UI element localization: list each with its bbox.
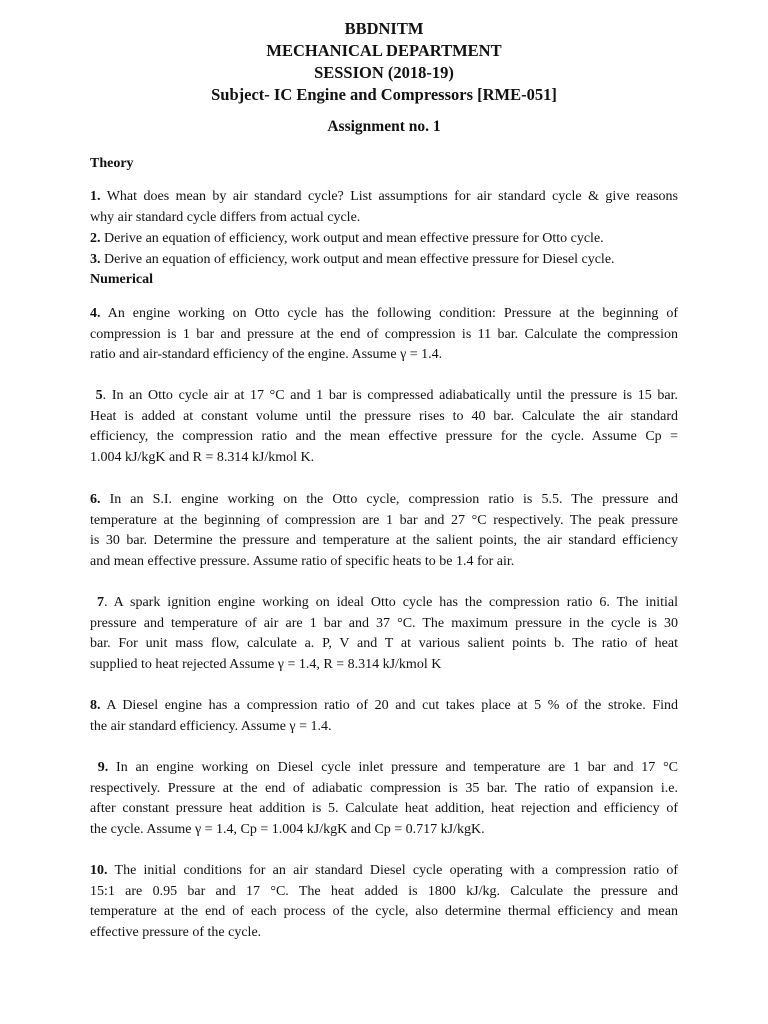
question-line: compression is 1 bar and pressure at the end of compression is 11 bar. Calculate the compression xyxy=(90,326,678,342)
question-line: Derive an equation of efficiency, work output and mean effective pressure for Otto cycle. xyxy=(104,231,604,246)
question-line: The initial conditions for an air standard Diesel cycle operating with a compression ratio of xyxy=(114,863,679,878)
question-9 xyxy=(90,758,678,841)
question-number: 2. xyxy=(90,231,101,246)
question-number: 10. xyxy=(90,863,108,878)
question-line: and mean effective pressure. Assume ratio of specific heats to be 1.4 for air. xyxy=(90,554,515,570)
question-line: the cycle. Assume γ = 1.4, Cp = 1.004 kJ/kgK and Cp = 0.717 kJ/kgK. xyxy=(90,822,485,838)
assignment-title: Assignment no. 1 xyxy=(327,118,441,135)
question-line: supplied to heat rejected Assume γ = 1.4, R = 8.314 kJ/kmol K xyxy=(90,657,442,673)
question-line: bar. For unit mass flow, calculate a. P, V and T at various salient points b. The ratio of heat xyxy=(90,636,678,652)
theory-heading: Theory xyxy=(90,156,134,171)
question-line: the air standard efficiency. Assume γ = 1.4. xyxy=(90,718,332,734)
question-number: 7 xyxy=(96,595,104,610)
question-line: pressure and temperature of air are 1 bar and 37 °C. The maximum pressure in the cycle is 30 xyxy=(90,615,678,631)
document-header xyxy=(0,18,768,106)
question-line: . In an Otto cycle air at 17 °C and 1 bar is compressed adiabatically until the pressure is 15 bar. xyxy=(102,388,679,403)
question-line: ratio and air-standard efficiency of the engine. Assume γ = 1.4. xyxy=(90,347,443,363)
question-line: efficiency, the compression ratio and the mean effective pressure for the cycle. Assume Cp = xyxy=(90,429,678,445)
question-8 xyxy=(90,696,678,737)
department-name: MECHANICAL DEPARTMENT xyxy=(266,41,502,60)
numerical-heading: Numerical xyxy=(90,272,153,287)
question-line: why air standard cycle differs from actual cycle. xyxy=(90,209,361,225)
question-10 xyxy=(90,861,678,944)
question-7 xyxy=(90,593,678,676)
question-2 xyxy=(90,229,678,250)
question-1 xyxy=(90,187,678,228)
question-line: In an engine working on Diesel cycle inlet pressure and temperature are 1 bar and 17 °C xyxy=(116,760,679,775)
question-line: respectively. Pressure at the end of adiabatic compression is 35 bar. The ratio of expansion i.e. xyxy=(90,780,678,796)
question-line: . A spark ignition engine working on ideal Otto cycle has the compression ratio 6. The initial xyxy=(103,595,679,610)
question-4 xyxy=(90,304,678,366)
question-5 xyxy=(90,386,678,469)
question-number: 4. xyxy=(90,306,101,321)
question-number: 1. xyxy=(90,189,101,204)
question-line: What does mean by air standard cycle? List assumptions for air standard cycle & give reasons xyxy=(106,189,678,204)
question-6 xyxy=(90,490,678,573)
question-line: A Diesel engine has a compression ratio of 20 and cut takes place at 5 % of the stroke. Find xyxy=(106,698,679,713)
question-line: Derive an equation of efficiency, work output and mean effective pressure for Diesel cycle. xyxy=(104,252,615,267)
question-number: 8. xyxy=(90,698,101,713)
question-line: 1.004 kJ/kgK and R = 8.314 kJ/kmol K. xyxy=(90,450,315,466)
question-line: In an S.I. engine working on the Otto cycle, compression ratio is 5.5. The pressure and xyxy=(109,492,679,507)
institute-name: BBDNITM xyxy=(344,19,424,38)
question-number: 5 xyxy=(95,388,103,403)
question-line: after constant pressure heat addition is 5. Calculate heat addition, heat rejection and efficiency of xyxy=(90,801,678,817)
question-number: 6. xyxy=(90,492,101,507)
subject-title: Subject- IC Engine and Compressors [RME-051] xyxy=(211,85,557,104)
question-line: An engine working on Otto cycle has the following condition: Pressure at the beginning of xyxy=(107,306,678,321)
question-line: Heat is added at constant volume until the pressure rises to 40 bar. Calculate the air standard xyxy=(90,408,678,424)
question-3 xyxy=(90,250,678,271)
question-number: 9. xyxy=(97,760,109,775)
question-line: is 30 bar. Determine the pressure and temperature at the salient points, the air standard efficiency xyxy=(90,533,678,549)
question-line: temperature at the end of each process of the cycle, also determine thermal efficiency and mean xyxy=(90,904,678,920)
session-label: SESSION (2018-19) xyxy=(314,63,454,82)
question-number: 3. xyxy=(90,252,101,267)
question-line: effective pressure of the cycle. xyxy=(90,925,262,941)
question-line: temperature at the beginning of compression are 1 bar and 27 °C respectively. The peak pressure xyxy=(90,512,678,528)
question-line: 15:1 are 0.95 bar and 17 °C. The heat added is 1800 kJ/kg. Calculate the pressure and xyxy=(90,883,678,899)
